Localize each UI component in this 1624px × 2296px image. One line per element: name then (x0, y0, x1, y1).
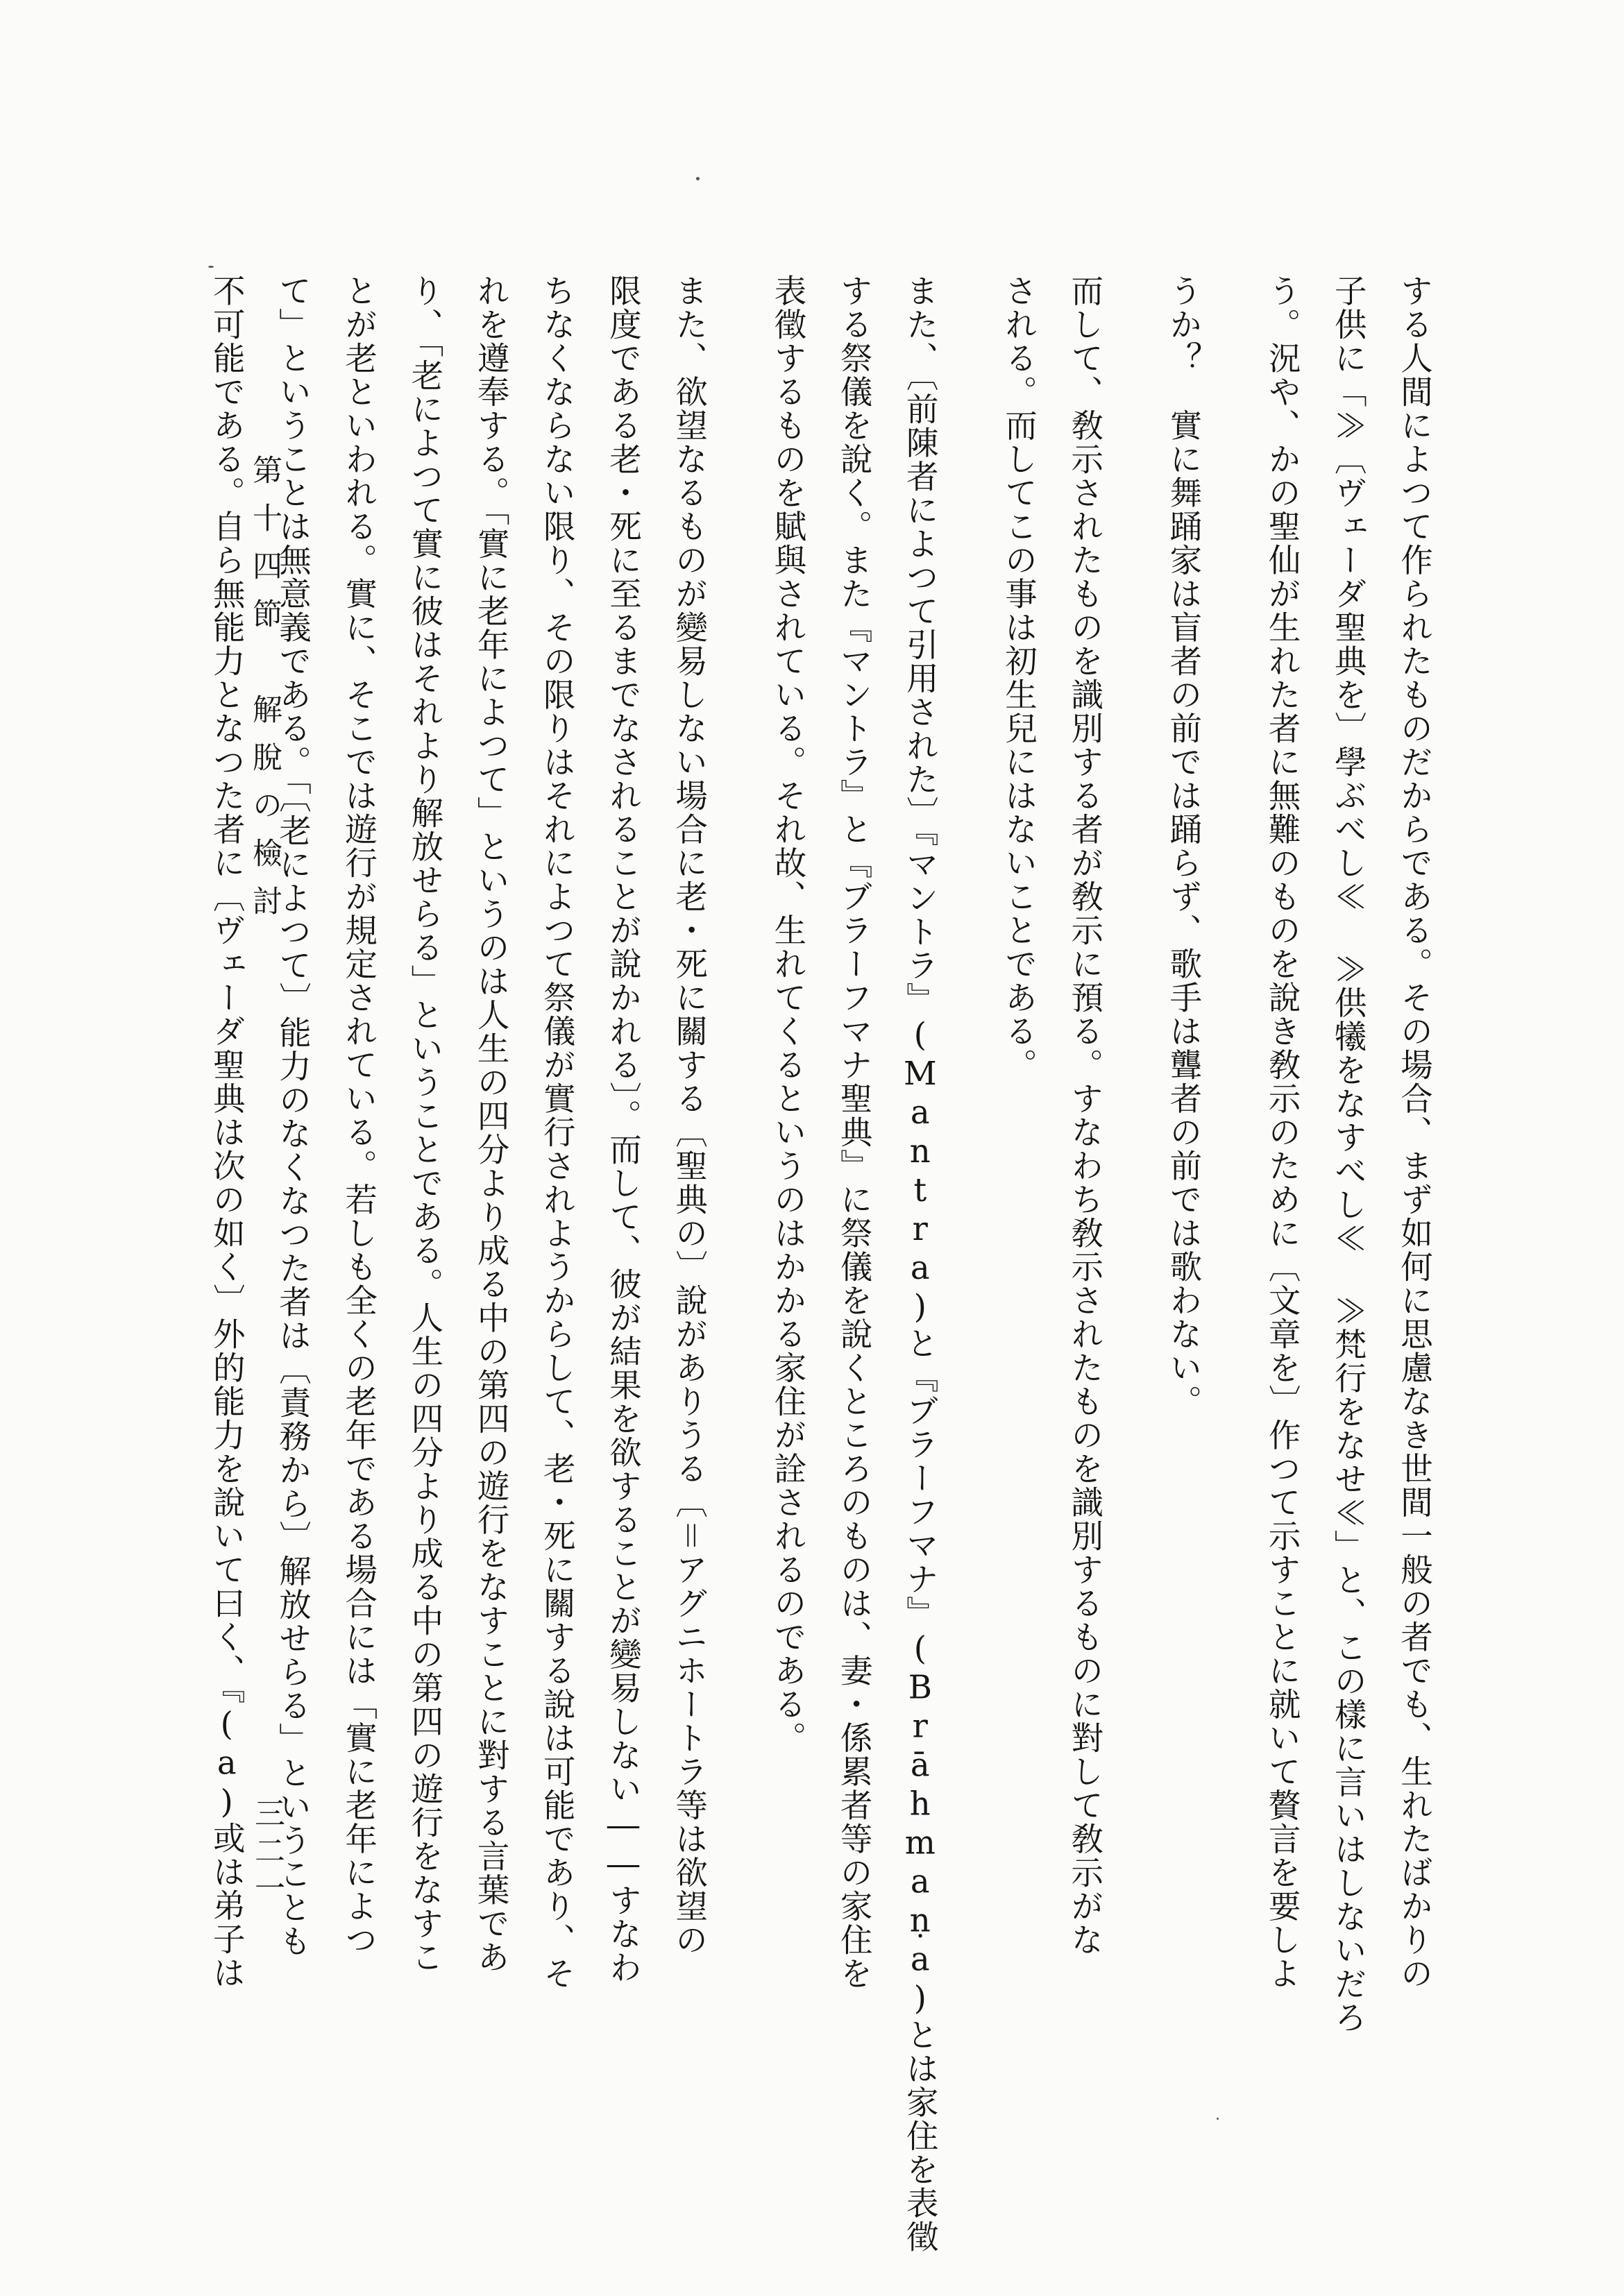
text-column: 限度である老・死に至るまでなされることが說かれる〕。而して、彼が結果を欲することが變易しない――すなわ (604, 274, 642, 1985)
text-column: する人間によつて作られたものだからである。その場合、まず如何に思慮なき世間一般の者でも、生れたばかりの (1396, 274, 1433, 1991)
text-column: 表徵するものを賦與されている。それ故、生れてくるというのはかかる家住が詮されるのである。 (769, 274, 807, 1755)
text-column: れを遵奉する。「實に老年によつて」というのは人生の四分より成る中の第四の遊行をなすことに對する言葉であ (472, 274, 510, 1975)
scan-speck (1217, 2118, 1219, 2120)
text-column: り、「老によつて實に彼はそれより解放せらる」ということである。人生の四分より成る中の第四の遊行をなすこ (406, 274, 444, 1975)
text-column: 而して、敎示されたものを識別する者が敎示に預る。すなわち敎示されたものを識別するものに對して敎示がな (1066, 274, 1104, 1957)
text-column: ちなくならない限り、その限りはそれによつて祭儀が實行されようからして、老・死に關する說は可能であり、そ (538, 274, 576, 1991)
running-head: 第十四節 解脫の檢討 (248, 454, 282, 933)
text-column: また、〔前陳者によつて引用された〕『マントラ』(Mantra)と『ブラーフマナ』(Brāhmaṇa)とは家住を表徵 (901, 274, 939, 2254)
body-text (194, 274, 1447, 2254)
text-column: て」ということは無意義である。「〔老によつて〕能力のなくなつた者は〔責務から〕解放せらる」ということも (273, 274, 312, 1958)
scan-speck (696, 177, 700, 180)
text-column: うか？ 實に舞踊家は盲者の前では踊らず、歌手は聾者の前では歌わない。 (1165, 274, 1203, 1418)
text-column: される。而してこの事は初生兒にはないことである。 (999, 274, 1038, 1082)
page-number: 三二一 (249, 1797, 285, 1910)
text-column: また、欲望なるものが變易しない場合に老・死に關する〔聖典の〕說がありうる〔＝アグニホートラ等は欲望の (670, 274, 709, 1957)
text-column: とが老といわれる。實に、そこでは遊行が規定されている。若しも全くの老年である場合には「實に老年によつ (340, 274, 378, 1957)
text-column: 子供に「≫〔ヴェーダ聖典を〕學ぶべし≪ ≫供犧をなすべし≪ ≫梵行をなせ≪」と、この樣に言いはしないだろ (1329, 274, 1367, 2034)
scan-speck (208, 266, 214, 268)
text-column: 不可能である。自ら無能力となつた者に〔ヴェーダ聖典は次の如く〕外的能力を說いて曰く、『(a)或は弟子は (208, 274, 246, 1990)
text-column: う。況や、かの聖仙が生れた者に無難のものを說き敎示のために〔文章を〕作つて示すことに就いて贅言を要しよ (1263, 274, 1301, 1991)
text-column: する祭儀を說く。また『マントラ』と『ブラーフマナ聖典』に祭儀を說くところのものは、妻・係累者等の家住を (835, 274, 873, 1991)
